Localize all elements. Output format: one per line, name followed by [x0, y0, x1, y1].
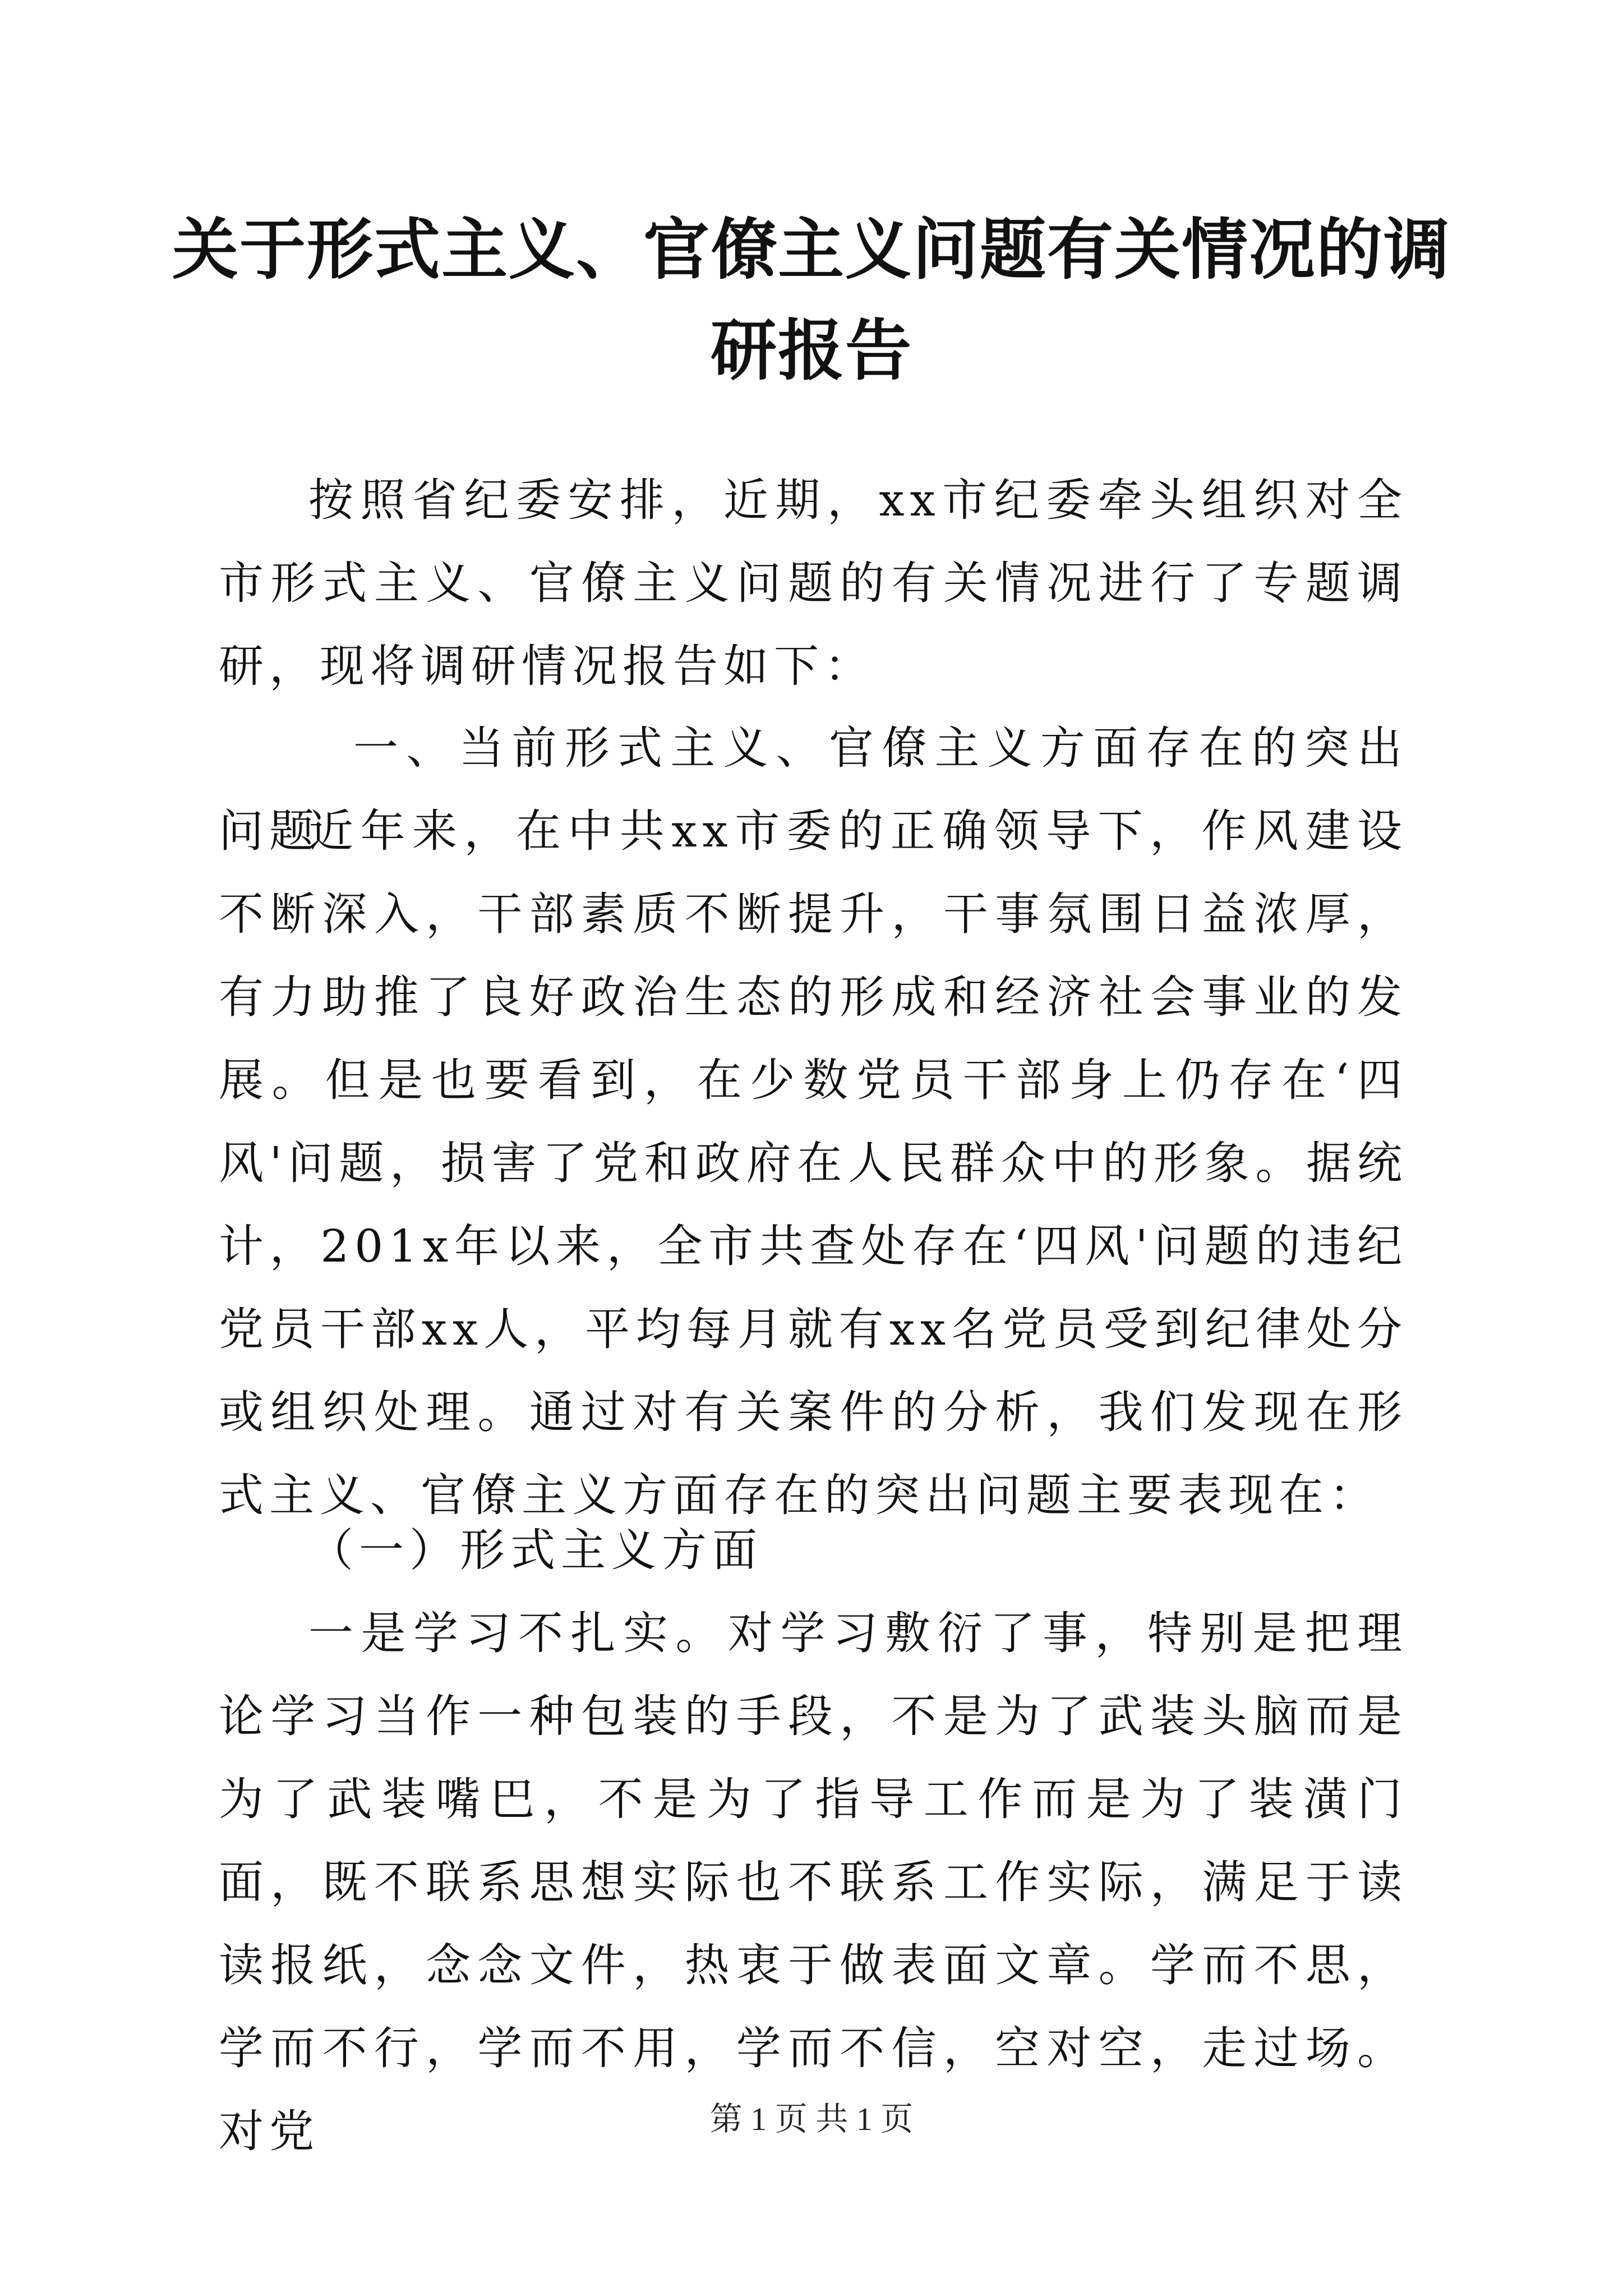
body-paragraph: 近年来，在中共xx市委的正确领导下，作风建设不断深入，干部素质不断提升，干事氛围日益浓厚，有力助推了良好政治生态的形成和经济社会事业的发展。但是也要看到，在少数党员干部身上仍存在‘四风'问题，损害了党和政府在人民群众中的形象。据统计，201x年以来，全市共查处存在‘四风'问题的违纪党员干部xx人，平均每月就有xx名党员受到纪律处分或组织处理。通过对有关案件的分析，我们发现在形式主义、官僚主义方面存在的突出问题主要表现在：: [219, 805, 1408, 1521]
subsection-heading: （一）形式主义方面: [308, 1524, 763, 1576]
document-title: 关于形式主义、官僚主义问题有关情况的调研报告: [172, 210, 1451, 389]
section-heading: 一、当前形式主义、官僚主义方面存在的突出问题: [219, 722, 1408, 857]
page-footer: 第 1 页 共 1 页: [709, 2101, 914, 2137]
body-paragraph: 一是学习不扎实。对学习敷衍了事，特别是把理论学习当作一种包装的手段，不是为了武装头脑而是为了武装嘴巴，不是为了指导工作而是为了装潢门面，既不联系思想实际也不联系工作实际，满足于读读报纸，念念文件，热衷于做表面文章。学而不思，学而不行，学而不用，学而不信，空对空，走过场。对党: [219, 1607, 1408, 2157]
intro-paragraph: 按照省纪委安排，近期，xx市纪委牵头组织对全市形式主义、官僚主义问题的有关情况进行了专题调研，现将调研情况报告如下：: [219, 474, 1408, 692]
